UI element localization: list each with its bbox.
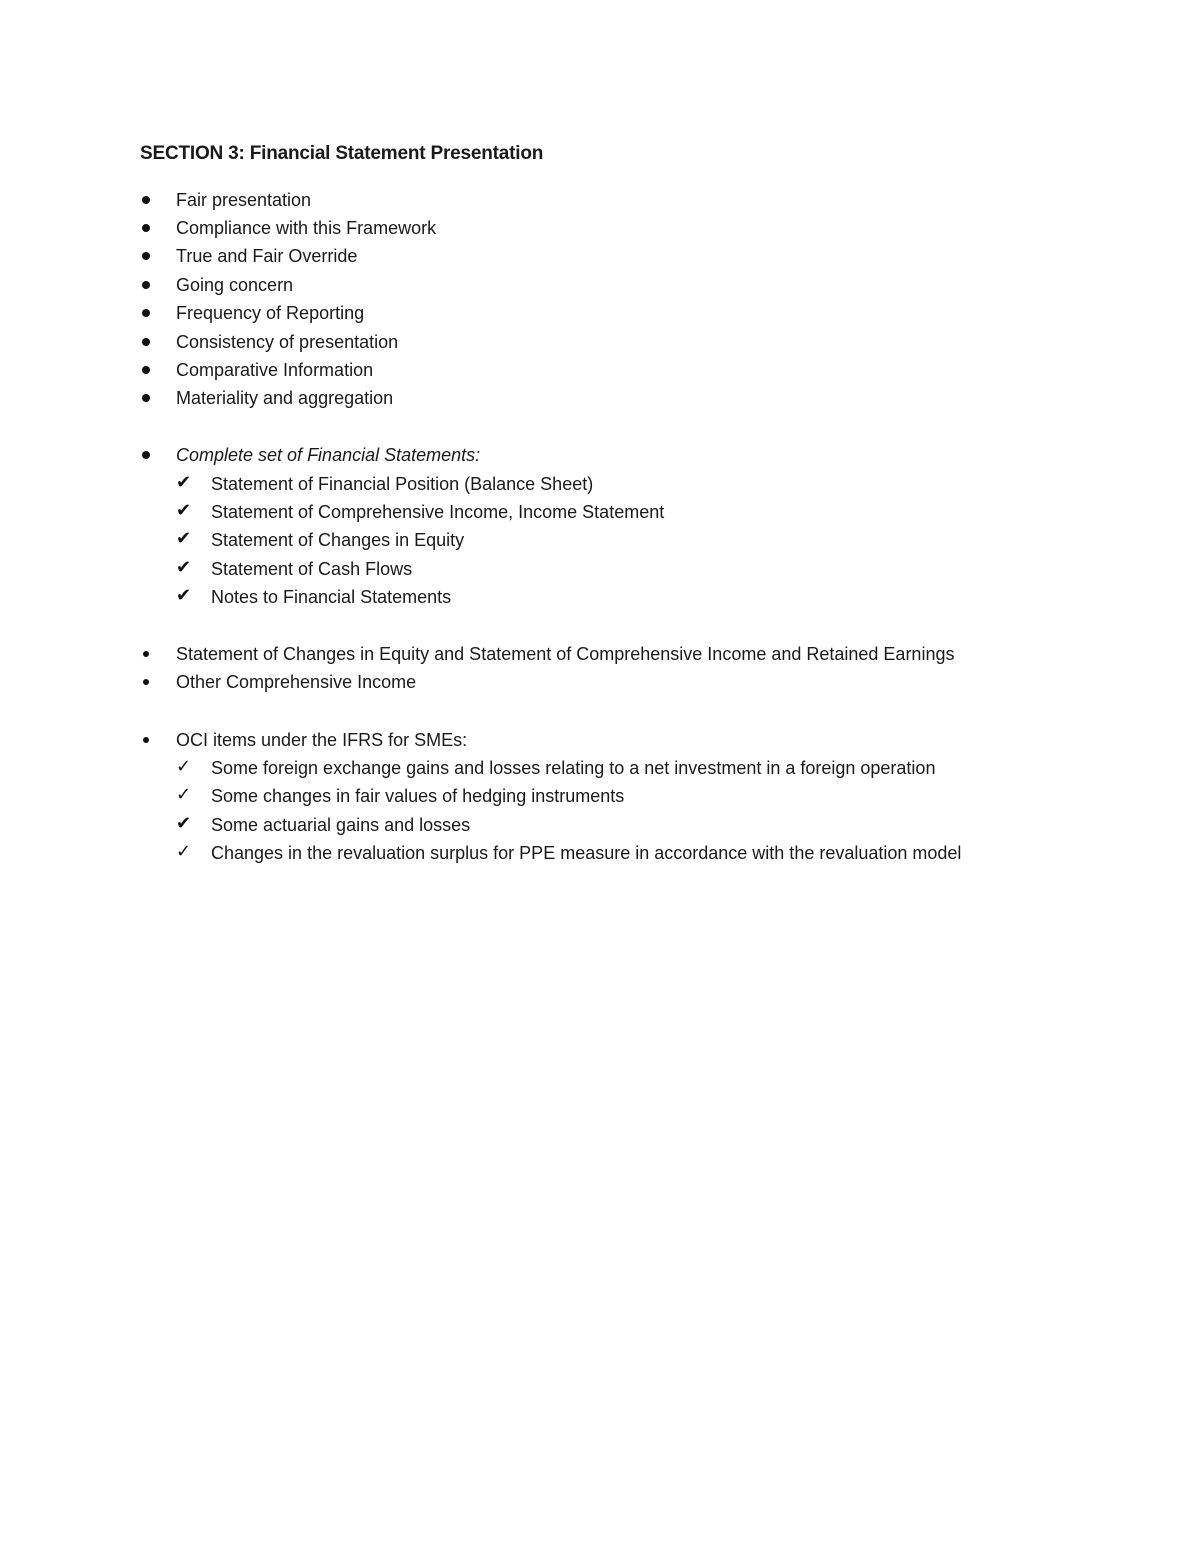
sub-list-item-text: Some actuarial gains and losses: [211, 815, 471, 835]
bullet-dot-icon: [140, 216, 162, 240]
sub-list-item-text: Statement of Financial Position (Balance Sheet): [211, 474, 594, 494]
sub-list-item-text: Some changes in fair values of hedging instruments: [211, 786, 625, 806]
bullet-dot-icon: [140, 642, 162, 666]
list-item-text: Comparative Information: [176, 360, 374, 380]
checkmark-icon: ✔: [176, 557, 192, 578]
list-item-text: Compliance with this Framework: [176, 218, 437, 238]
list-item-text: Going concern: [176, 275, 294, 295]
oci-heading: OCI items under the IFRS for SMEs:: [176, 730, 468, 750]
sub-list-item-text: Statement of Comprehensive Income, Income Statement: [211, 502, 665, 522]
checkmark-icon: ✔: [176, 528, 192, 549]
bullet-dot-icon: [140, 358, 162, 382]
section-title: SECTION 3: Financial Statement Presentation: [140, 143, 544, 164]
checkmark-icon: ✔: [176, 585, 192, 606]
bullet-dot-icon: [140, 386, 162, 410]
checkmark-icon: ✔: [176, 813, 192, 834]
bullet-dot-icon: [140, 273, 162, 297]
bullet-dot-icon: [140, 244, 162, 268]
checkmark-icon: ✓: [176, 841, 192, 862]
sub-list-item-text: Changes in the revaluation surplus for PPE measure in accordance with the revaluation model: [211, 843, 962, 863]
sub-list-item-text: Notes to Financial Statements: [211, 587, 452, 607]
checkmark-icon: ✔: [176, 472, 192, 493]
list-item-text: Statement of Changes in Equity and Statement of Comprehensive Income and Retained Earnings: [176, 644, 955, 664]
sub-list-item-text: Some foreign exchange gains and losses relating to a net investment in a foreign operation: [211, 758, 936, 778]
checkmark-icon: ✓: [176, 784, 192, 805]
list-item-text: Materiality and aggregation: [176, 388, 394, 408]
bullet-dot-icon: [140, 670, 162, 694]
checkmark-icon: ✔: [176, 500, 192, 521]
list-item-text: Consistency of presentation: [176, 332, 399, 352]
sub-list-item-text: Statement of Changes in Equity: [211, 530, 465, 550]
complete-set-heading: Complete set of Financial Statements:: [176, 445, 481, 465]
sub-list-item-text: Statement of Cash Flows: [211, 559, 413, 579]
bullet-dot-icon: [140, 728, 162, 752]
bullet-dot-icon: [140, 301, 162, 325]
list-item-text: Frequency of Reporting: [176, 303, 365, 323]
list-item-text: Other Comprehensive Income: [176, 672, 417, 692]
list-item-text: Fair presentation: [176, 190, 312, 210]
checkmark-icon: ✓: [176, 756, 192, 777]
bullet-dot-icon: [140, 330, 162, 354]
bullet-dot-icon: [140, 443, 162, 467]
list-item-text: True and Fair Override: [176, 246, 358, 266]
bullet-dot-icon: [140, 188, 162, 212]
